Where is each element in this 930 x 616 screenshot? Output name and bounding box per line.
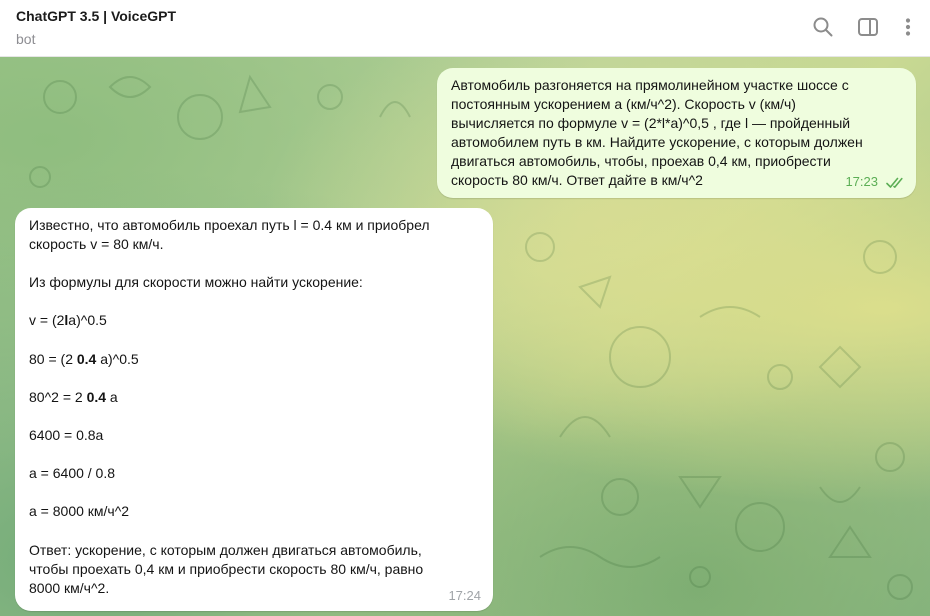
formula-line: v = (2la)^0.5 (29, 312, 107, 329)
more-vertical-icon[interactable] (895, 14, 921, 40)
formula-line: 80 = (2 0.4 a)^0.5 (29, 350, 139, 367)
sidebar-toggle-icon[interactable] (855, 14, 881, 40)
answer-line: Ответ: ускорение, с которым должен двигаться автомобиль, (29, 541, 422, 558)
chat-header (0, 0, 930, 57)
message-line: скорость 80 км/ч. Ответ дайте в км/ч^2 (451, 172, 703, 188)
outgoing-message-bubble[interactable] (437, 68, 916, 198)
message-line: Автомобиль разгоняется на прямолинейном участке шоссе с (451, 77, 849, 93)
formula-line: 80^2 = 2 0.4 a (29, 388, 118, 405)
answer-line: чтобы проехать 0,4 км и приобрести скорость 80 км/ч, равно (29, 560, 424, 577)
message-line: скорость v = 80 км/ч. (29, 236, 164, 252)
message-time: 17:23 (845, 174, 878, 189)
formula-line: a = 8000 км/ч^2 (29, 503, 130, 520)
message-line: вычисляется по формуле v = (2*l*a)^0,5 , где l — пройденный (451, 115, 851, 131)
search-icon[interactable] (810, 14, 836, 40)
chat-subtitle: bot (16, 31, 36, 47)
incoming-message-bubble[interactable] (15, 208, 493, 611)
message-line: автомобилем путь в км. Найдите ускорение, с которым должен (451, 134, 863, 150)
formula-line: 6400 = 0.8a (29, 426, 104, 443)
message-line: Из формулы для скорости можно найти ускорение: (29, 274, 363, 291)
message-time: 17:24 (448, 588, 481, 603)
message-line: Известно, что автомобиль проехал путь l = 0.4 км и приобрел (29, 217, 430, 233)
message-line: постоянным ускорением a (км/ч^2). Скорость v (км/ч) (451, 96, 796, 112)
answer-line: 8000 км/ч^2. (29, 579, 110, 596)
chat-area[interactable] (0, 57, 930, 616)
chat-title[interactable]: ChatGPT 3.5 | VoiceGPT (16, 8, 177, 24)
message-line: двигаться автомобиль, чтобы, проехав 0,4 км, приобрести (451, 153, 831, 169)
double-check-icon (886, 177, 906, 189)
formula-line: a = 6400 / 0.8 (29, 465, 116, 482)
